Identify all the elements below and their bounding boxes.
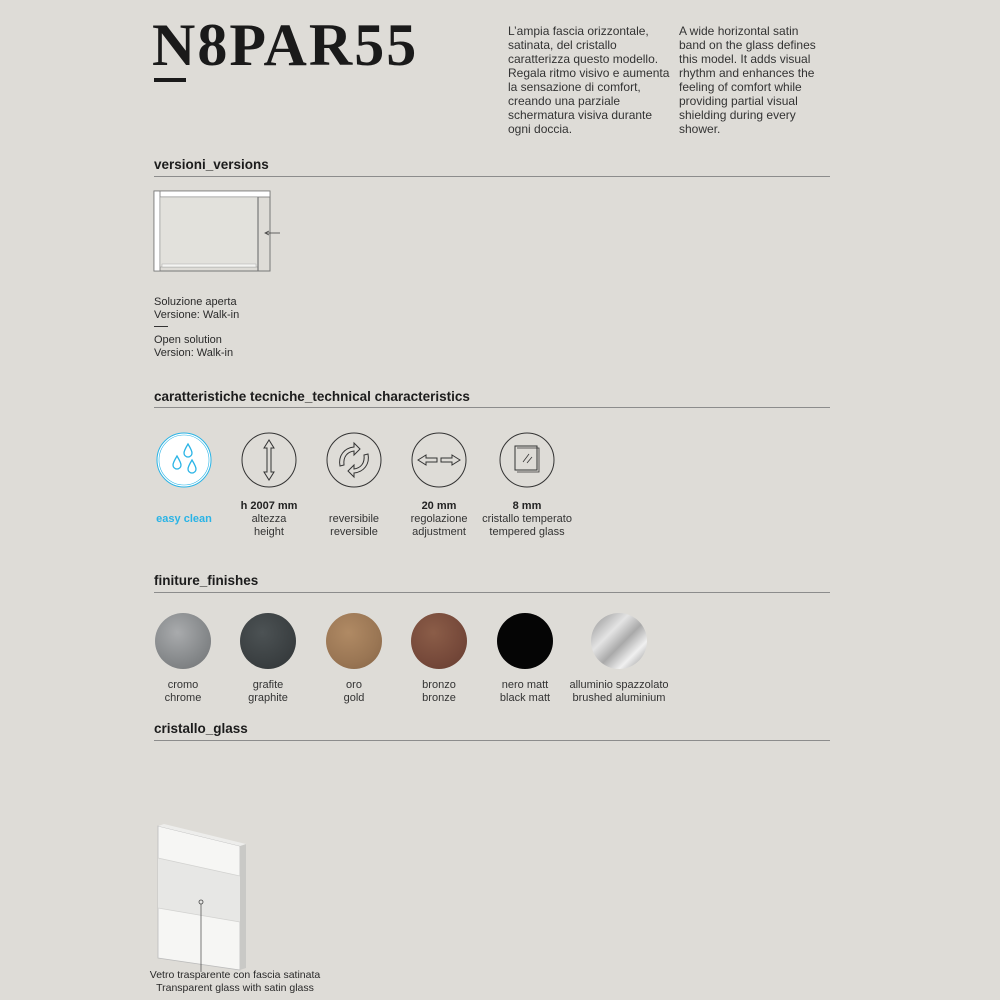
- drops-icon: [156, 432, 212, 488]
- finish-label-en: brushed aluminium: [572, 692, 666, 704]
- glass-section-title: cristallo_glass: [154, 721, 248, 736]
- section-divider: [154, 176, 830, 177]
- finish-brushed-aluminium: [564, 613, 674, 705]
- feature-tempered-glass: [472, 432, 582, 539]
- description-italian: L’ampia fascia orizzontale, satinata, del cristallo caratterizza questo modello. Regala ritmo visivo e aumenta la sensazione di comfort, creando una parziale schermatura visiva durante ogni doccia.: [508, 24, 670, 136]
- bronze-swatch: [411, 613, 467, 669]
- black-matt-swatch: [497, 613, 553, 669]
- height-label-it: altezza: [251, 513, 287, 525]
- finish-label-it: alluminio spazzolato: [569, 679, 669, 691]
- adjustment-label-it: regolazione: [410, 513, 468, 525]
- version-label-it-1: Soluzione aperta: [154, 296, 237, 308]
- finish-label-it: nero matt: [501, 679, 549, 691]
- section-divider: [154, 740, 830, 741]
- product-title: N8PAR55: [152, 12, 419, 78]
- satin-glass-sample: [150, 822, 250, 972]
- finish-label-en: chrome: [164, 692, 202, 704]
- glass-caption-it: Vetro trasparente con fascia satinata: [149, 969, 321, 981]
- finish-label-it: grafite: [252, 679, 284, 691]
- finish-label-en: gold: [343, 692, 365, 704]
- easy-clean-label: easy clean: [156, 513, 212, 525]
- reversible-arrows-icon: [326, 432, 382, 488]
- version-label-it-2: Versione: Walk-in: [154, 309, 240, 321]
- height-arrow-icon: [241, 432, 297, 488]
- description-english: A wide horizontal satin band on the glass defines this model. It adds visual rhythm and enhances the feeling of comfort while providing partial visual shielding during every shower.: [679, 24, 816, 136]
- title-underline: [154, 78, 186, 82]
- technical-section-title: caratteristiche tecniche_technical characteristics: [154, 389, 470, 404]
- adjustment-label-en: adjustment: [412, 526, 466, 538]
- section-divider: [154, 407, 830, 408]
- versions-section-title: versioni_versions: [154, 157, 269, 172]
- finish-label-it: cromo: [167, 679, 199, 691]
- glass-label-it: cristallo temperato: [482, 513, 572, 525]
- glass-caption-en: Transparent glass with satin glass: [156, 982, 314, 994]
- tempered-glass-icon: [499, 432, 555, 488]
- height-value: h 2007 mm: [240, 500, 298, 512]
- version-label-en-1: Open solution: [154, 334, 222, 346]
- glass-thickness-value: 8 mm: [512, 500, 542, 512]
- finish-label-it: bronzo: [422, 679, 456, 691]
- height-label-en: height: [254, 526, 284, 538]
- label-separator: [154, 326, 168, 327]
- reversible-label-it: reversibile: [328, 513, 380, 525]
- section-divider: [154, 592, 830, 593]
- adjustment-value: 20 mm: [421, 500, 457, 512]
- glass-label-en: tempered glass: [489, 526, 565, 538]
- brushed-aluminium-swatch: [591, 613, 647, 669]
- gold-swatch: [326, 613, 382, 669]
- finish-label-it: oro: [346, 679, 362, 691]
- finishes-section-title: finiture_finishes: [154, 573, 259, 588]
- finish-label-en: graphite: [248, 692, 288, 704]
- version-label-en-2: Version: Walk-in: [154, 347, 234, 359]
- adjustment-arrows-icon: [411, 432, 467, 488]
- finish-label-en: bronze: [422, 692, 456, 704]
- finish-label-en: black matt: [499, 692, 551, 704]
- walk-in-plan-diagram: [150, 187, 285, 277]
- chrome-swatch: [155, 613, 211, 669]
- reversible-label-en: reversible: [330, 526, 378, 538]
- graphite-swatch: [240, 613, 296, 669]
